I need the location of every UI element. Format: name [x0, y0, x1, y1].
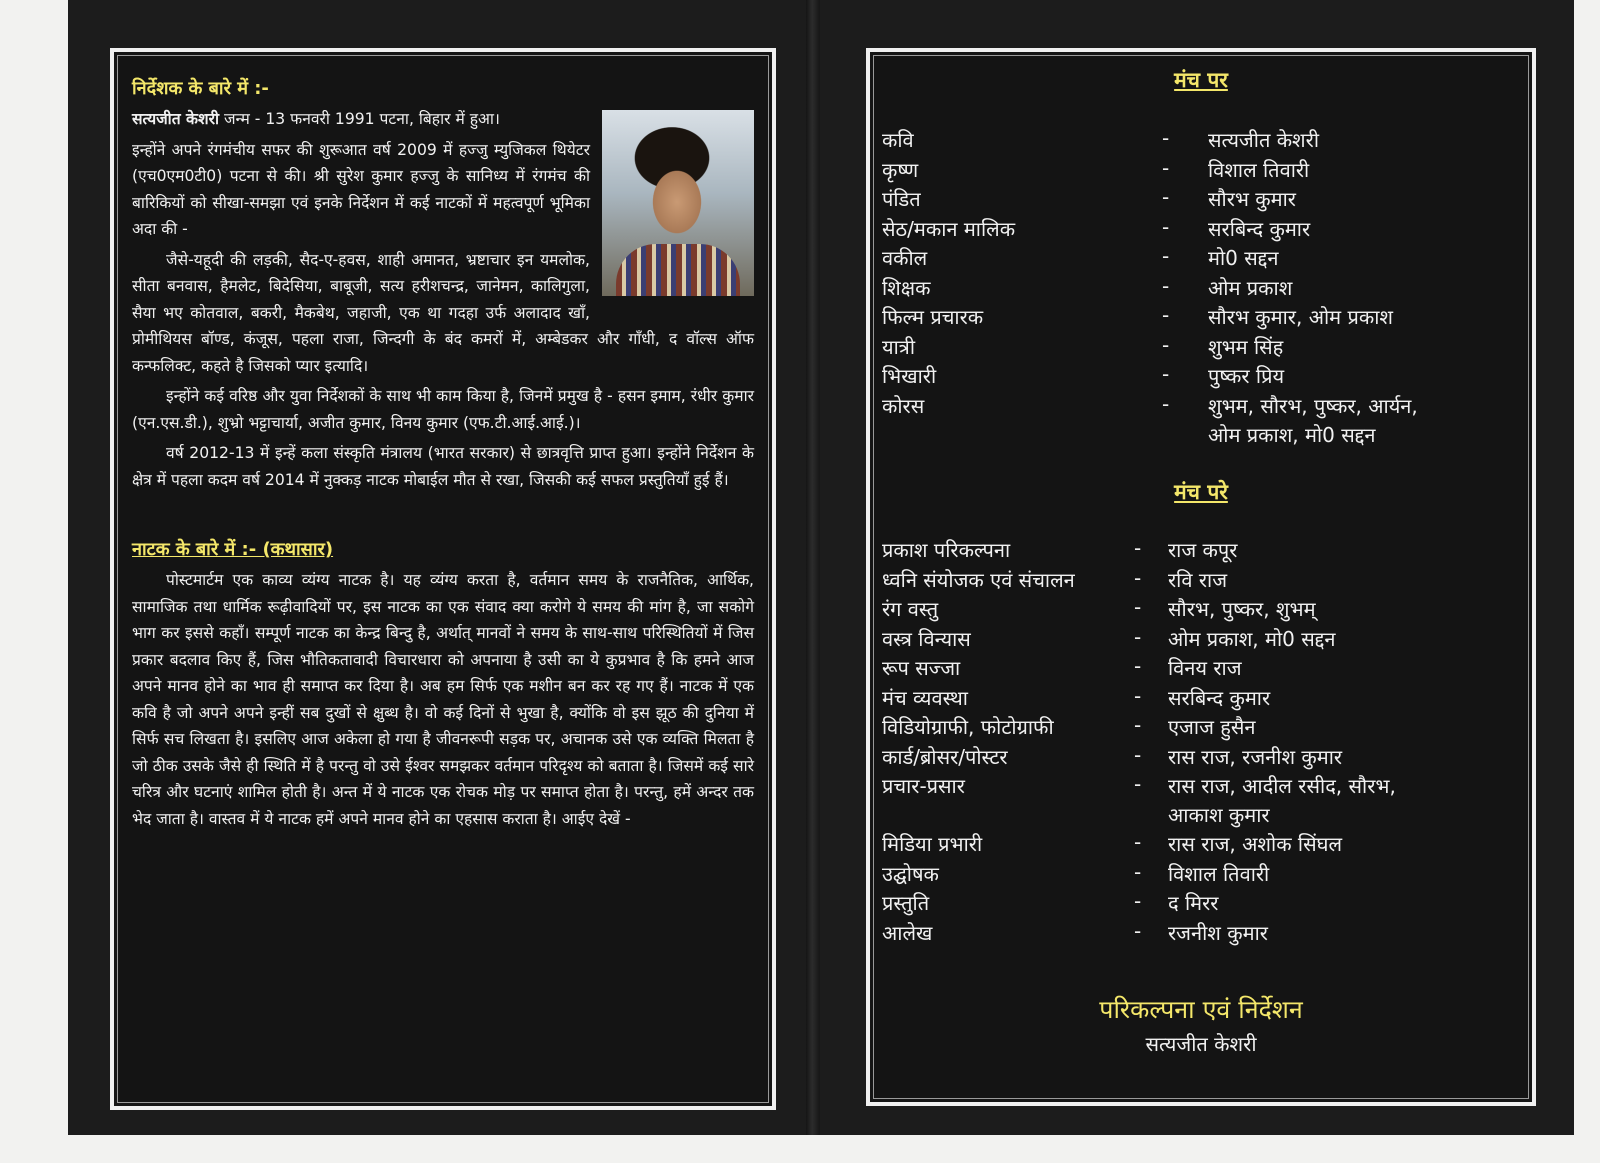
credit-role: प्रचार-प्रसार [882, 774, 965, 798]
credit-row [882, 684, 1492, 714]
credit-name: रास राज, आदील रसीद, सौरभ, [1168, 774, 1396, 798]
credit-name: ओम प्रकाश [1208, 275, 1293, 300]
synopsis-paragraph: पोस्टमार्टम एक काव्य व्यंग्य नाटक है। यह व्यंग्य करता है, वर्तमान समय के राजनैतिक, आर्थिक, सामाजिक तथा धार्मिक रूढ़ीवादियों पर, इस नाटक का एक संवाद क्या करोगे ये समय की मांग है, जा सकोगे भाग कर इससे कहाँ। सम्पूर्ण नाटक का केन्द्र बिन्दु है, अर्थात् मानवों ने समय के साथ-साथ परिस्थितियों में जिस प्रकार बदलाव किए हैं, जिस भौतिकतावादी विचारधारा को अपनाया है उसी का ये कुप्रभाव है कि हमने आज अपने मानव होने का भाव ही समाप्त कर दिया है। अब हम सिर्फ एक मशीन बन कर रह गए हैं। नाटक में एक कवि है जो अपने अपने इन्हीं सब दुखों से क्षुब्ध है। वो कई दिनों से भुखा है, क्योंकि वो इस झूठ की दुनिया में सिर्फ सच लिखता है। इसलिए आज अकेला हो गया है जीवनरूपी सड़क पर, अचानक उसे एक व्यक्ति मिलता है जो ठीक उसके जैसे ही स्थिति में है परन्तु वो उसे ईश्वर समझकर वर्तमान परिदृश्य को बताता है। जिसमें कई सारे चरित्र और घटनाएं शामिल होती है। अन्त में ये नाटक एक रोचक मोड़ पर समाप्त होता है। परन्तु, हमें अन्दर तक भेद जाता है। वास्तव में ये नाटक हमें अपने मानव होने का एहसास कराता है। आईए देखें - [132, 571, 754, 828]
direction-credit-name: सत्यजीत केशरी [1145, 1032, 1257, 1056]
credit-row [882, 185, 1492, 215]
credit-row [882, 860, 1492, 890]
credit-dash: - [1134, 595, 1142, 619]
credit-name: विशाल तिवारी [1168, 861, 1270, 886]
credit-role: रंग वस्तु [882, 597, 939, 621]
credit-name: सौरभ कुमार, ओम प्रकाश [1208, 305, 1393, 329]
credit-name: शुभम सिंह [1208, 334, 1284, 359]
credit-row [882, 625, 1492, 655]
credit-dash: - [1162, 214, 1170, 239]
credit-name: ओम प्रकाश, मो0 सद्दन [1168, 626, 1336, 651]
credit-row [882, 536, 1492, 566]
credit-dash: - [1134, 565, 1142, 590]
credit-row [882, 215, 1492, 245]
credit-dash: - [1162, 273, 1170, 298]
credit-role: कार्ड/ब्रोसर/पोस्टर [882, 744, 1008, 769]
credit-dash: - [1162, 303, 1170, 327]
credit-role: प्रकाश परिकल्पना [882, 538, 1011, 562]
credit-row [882, 333, 1492, 363]
credit-row [882, 772, 1492, 830]
credit-name: सौरभ, पुष्कर, शुभम् [1168, 597, 1316, 621]
credit-role: रूप सज्जा [882, 656, 961, 680]
credit-role: आलेख [882, 920, 933, 945]
credit-row [882, 713, 1492, 743]
credit-row [882, 244, 1492, 274]
offstage-crew-list [882, 536, 1492, 948]
credit-dash: - [1134, 772, 1142, 796]
credit-role: वस्त्र विन्यास [882, 626, 971, 651]
credit-row [882, 392, 1492, 450]
credit-dash: - [1134, 624, 1142, 649]
credit-role: उद्घोषक [882, 861, 939, 886]
credit-dash: - [1162, 185, 1170, 209]
credit-name: एजाज हुसैन [1168, 715, 1256, 739]
cast-and-crew-panel [866, 48, 1536, 1106]
credit-role: प्रस्तुति [882, 891, 930, 915]
credit-row [882, 126, 1492, 156]
onstage-heading: मंच पर [1174, 68, 1228, 92]
credit-dash: - [1134, 918, 1142, 943]
credit-dash: - [1134, 536, 1142, 560]
credit-name: विशाल तिवारी [1208, 157, 1310, 182]
credit-role: पंडित [882, 187, 921, 211]
credit-role: वकील [882, 246, 928, 270]
credit-name: रजनीश कुमार [1168, 920, 1268, 945]
credit-name: रास राज, रजनीश कुमार [1168, 744, 1343, 769]
credit-dash: - [1134, 654, 1142, 678]
credit-name: रास राज, अशोक सिंघल [1168, 832, 1343, 856]
credit-name: मो0 सद्दन [1208, 246, 1279, 270]
credit-name: सौरभ कुमार [1208, 187, 1296, 211]
credit-role: फिल्म प्रचारक [882, 305, 984, 329]
director-and-synopsis-panel [110, 48, 776, 1110]
credit-name: द मिरर [1168, 891, 1219, 915]
director-bio-paragraph-2: जैसे-यहूदी की लड़की, सैद-ए-हवस, शाही अमानत, भ्रष्टाचार इन यमलोक, सीता बनवास, हैमलेट, बिदेसिया, बाबूजी, सत्य हरीशचन्द्र, जानेमन, कालिगुला, सैया भए कोतवाल, बकरी, मैकबेथ, जहाजी, एक था गदहा उर्फ अलादाद खाँ, प्रोमीथियस बॉण्ड, कंजूस, पहला राजा, जिन्दगी के बंद कमरों में, अम्बेडकर और गाँधी, द वॉल्स ऑफ कन्फलिक्ट, कहते है जिसको प्यार इत्यादि। [132, 250, 754, 375]
credit-name-continued: ओम प्रकाश, मो0 सद्दन [1208, 422, 1376, 447]
credit-row [882, 274, 1492, 304]
credit-dash: - [1162, 391, 1170, 416]
credit-name: राज कपूर [1168, 538, 1238, 562]
credit-row [882, 919, 1492, 949]
credit-name: रवि राज [1168, 567, 1228, 592]
credit-name: शुभम, सौरभ, पुष्कर, आर्यन, [1208, 393, 1418, 418]
credit-name-continued: आकाश कुमार [1168, 803, 1270, 827]
credit-dash: - [1134, 713, 1142, 737]
director-name-inline: सत्यजीत केशरी [132, 110, 220, 128]
credit-row [882, 654, 1492, 684]
credit-name: विनय राज [1168, 656, 1242, 680]
credit-name: पुष्कर प्रिय [1208, 364, 1285, 388]
credit-role: विडियोग्राफी, फोटोग्राफी [882, 715, 1054, 739]
credit-role: कवि [882, 128, 914, 152]
credit-role: कोरस [882, 393, 925, 418]
credit-row [882, 362, 1492, 392]
credit-row [882, 303, 1492, 333]
direction-credit-title: परिकल्पना एवं निर्देशन [1099, 995, 1303, 1024]
credit-role: सेठ/मकान मालिक [882, 216, 1016, 241]
credit-dash: - [1162, 244, 1170, 268]
credit-role: भिखारी [882, 364, 937, 388]
credit-row [882, 743, 1492, 773]
credit-row [882, 156, 1492, 186]
credit-dash: - [1134, 683, 1142, 708]
credit-name: सरबिन्द कुमार [1208, 216, 1311, 241]
director-photo [602, 110, 754, 296]
credit-role: ध्वनि संयोजक एवं संचालन [882, 567, 1075, 592]
director-birth-info: जन्म - 13 फनवरी 1991 पटना, बिहार में हुआ। [219, 110, 500, 128]
credit-dash: - [1134, 859, 1142, 884]
credit-name: सत्यजीत केशरी [1208, 128, 1320, 152]
credit-dash: - [1134, 830, 1142, 854]
credit-role: मिडिया प्रभारी [882, 832, 983, 856]
director-heading: निर्देशक के बारे में :- [132, 78, 269, 99]
center-fold [806, 0, 820, 1135]
credit-row [882, 889, 1492, 919]
credit-row [882, 830, 1492, 860]
credit-dash: - [1162, 332, 1170, 357]
credit-dash: - [1162, 126, 1170, 150]
credit-dash: - [1134, 742, 1142, 767]
credit-role: यात्री [882, 334, 915, 359]
credit-dash: - [1134, 889, 1142, 913]
credit-name: सरबिन्द कुमार [1168, 685, 1271, 710]
synopsis-heading: नाटक के बारे में :- (कथासार) [132, 539, 334, 560]
credit-role: शिक्षक [882, 275, 931, 300]
credit-role: मंच व्यवस्था [882, 685, 968, 710]
credit-dash: - [1162, 155, 1170, 180]
director-bio-paragraph-4: वर्ष 2012-13 में इन्हें कला संस्कृति मंत्रालय (भारत सरकार) से छात्रवृत्ति प्राप्त हुआ। इन्होंने निर्देशन के क्षेत्र में पहला कदम वर्ष 2014 में नुक्कड़ नाटक मोबाईल मौत से रखा, जिसकी कई सफल प्रस्तुतियाँ हुई हैं। [132, 444, 754, 489]
credit-row [882, 595, 1492, 625]
credit-dash: - [1162, 362, 1170, 386]
director-bio-paragraph-3: इन्होंने कई वरिष्ठ और युवा निर्देशकों के साथ भी काम किया है, जिनमें प्रमुख है - हसन इमाम, रंधीर कुमार (एन.एस.डी.), शुभ्रो भट्टाचार्या, अजीत कुमार, विनय कुमार (एफ.टी.आई.आई.)। [132, 387, 754, 432]
offstage-heading: मंच परे [1174, 480, 1228, 504]
onstage-cast-list [882, 126, 1492, 450]
credit-row [882, 566, 1492, 596]
director-bio-paragraph-1: इन्होंने अपने रंगमंचीय सफर की शुरूआत वर्ष 2009 में हज्जु म्युजिकल थियेटर (एच0एम0टी0) पटना से की। श्री सुरेश कुमार हज्जु के सानिध्य में रंगमंच की बारिकियों को सीखा-समझा एवं इनके निर्देशन में कई नाटकों में महत्वपूर्ण भूमिका अदा की - [132, 140, 590, 238]
credit-role: कृष्ण [882, 157, 919, 182]
